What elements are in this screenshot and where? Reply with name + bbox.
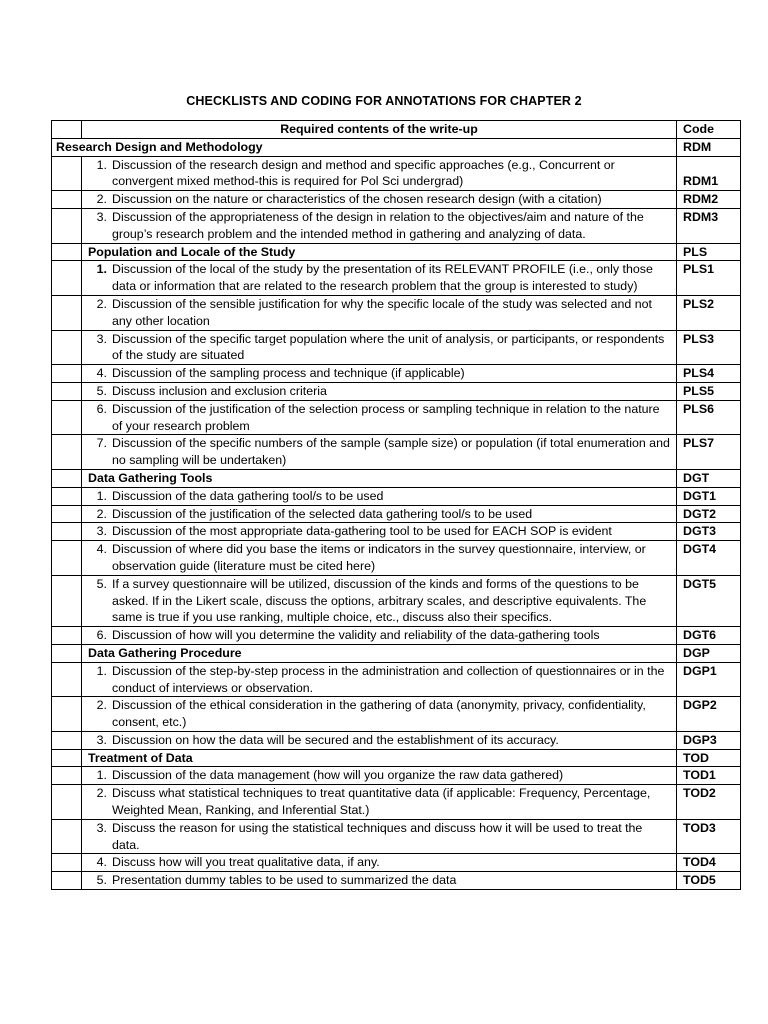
item-code: PLS7	[677, 435, 741, 470]
item-text: Discussion of where did you base the items or indicators in the survey questionnaire, interview, or observation guide (literature must be cited here)	[112, 542, 646, 573]
item-code: RDM1	[677, 156, 741, 191]
item-cell	[82, 330, 677, 365]
item-code: DGP3	[677, 731, 741, 749]
item-text: Discuss the reason for using the statistical techniques and discuss how it will be used to treat the data.	[112, 820, 643, 852]
table-row	[52, 575, 741, 626]
table-row	[52, 785, 741, 820]
item-code: PLS5	[677, 382, 741, 400]
item-cell	[82, 575, 677, 626]
item-text: Discuss how will you treat qualitative data, if any.	[112, 855, 380, 870]
item-cell	[82, 854, 677, 872]
item-text: Discussion of the data management (how will you organize the raw data gathered)	[112, 768, 564, 783]
table-row	[52, 627, 741, 645]
item-text: Discussion of the local of the study by the presentation of its RELEVANT PROFILE (i.e., only those data or information that are related to the research problem that the group is interested to study)	[112, 262, 653, 294]
item-text: Discussion of the step-by-step process in the administration and collection of questionnaires or in the conduct of interviews or observation.	[112, 663, 665, 695]
blank-cell	[52, 435, 82, 470]
item-code: PLS1	[677, 261, 741, 296]
item-text: Discussion of the sensible justification for why the specific locale of the study was selected and not any other location	[112, 296, 652, 328]
table-row	[52, 523, 741, 541]
blank-cell	[52, 191, 82, 209]
item-cell	[82, 295, 677, 330]
page-title: CHECKLISTS AND CODING FOR ANNOTATIONS FOR CHAPTER 2	[186, 94, 582, 108]
item-number: 4.	[96, 855, 107, 870]
item-number: 3.	[96, 820, 107, 835]
table-row	[52, 208, 741, 243]
item-cell	[82, 697, 677, 732]
item-number: 3.	[96, 524, 107, 539]
item-code: DGT4	[677, 541, 741, 576]
table-row	[52, 261, 741, 296]
section-title: Population and Locale of the Study	[82, 243, 677, 261]
item-text: Discussion of the justification of the selection process or sampling technique in relation to the nature of your research problem	[112, 401, 660, 433]
section-title: Research Design and Methodology	[52, 138, 677, 156]
item-text: Discussion of the justification of the selected data gathering tool/s to be used	[112, 506, 533, 521]
item-code: DGT2	[677, 505, 741, 523]
blank-cell	[52, 365, 82, 383]
table-row	[52, 505, 741, 523]
blank-cell	[52, 382, 82, 400]
blank-cell	[52, 541, 82, 576]
item-number: 1.	[96, 262, 107, 277]
item-text: Discuss inclusion and exclusion criteria	[112, 383, 327, 398]
blank-cell	[52, 731, 82, 749]
item-number: 4.	[96, 542, 107, 557]
blank-cell	[52, 487, 82, 505]
table-row	[52, 731, 741, 749]
item-code: PLS6	[677, 400, 741, 435]
item-number: 5.	[96, 873, 107, 888]
item-cell	[82, 505, 677, 523]
item-text: Discussion of the sampling process and technique (if applicable)	[112, 366, 465, 381]
blank-cell	[52, 749, 82, 767]
item-number: 4.	[96, 366, 107, 381]
blank-cell	[52, 156, 82, 191]
blank-cell	[52, 644, 82, 662]
item-cell	[82, 731, 677, 749]
item-code: TOD4	[677, 854, 741, 872]
item-code: RDM3	[677, 208, 741, 243]
item-text: Discuss what statistical techniques to treat quantitative data (if applicable: Frequency, Percentage, Weighted Mean, Ranking, and Inferential Stat.)	[112, 786, 651, 818]
item-code: PLS4	[677, 365, 741, 383]
table-row	[52, 400, 741, 435]
item-code: DGT1	[677, 487, 741, 505]
item-cell	[82, 435, 677, 470]
section-code: TOD	[677, 749, 741, 767]
table-row	[52, 662, 741, 697]
item-code: RDM2	[677, 191, 741, 209]
item-number: 1.	[96, 488, 107, 503]
item-number: 1.	[96, 663, 107, 678]
header-blank-cell	[52, 121, 82, 139]
item-code: TOD3	[677, 819, 741, 854]
item-cell	[82, 872, 677, 890]
item-number: 2.	[96, 296, 107, 311]
item-cell	[82, 191, 677, 209]
item-text: Discussion of the specific target population where the unit of analysis, or participants, or respondents of the study are situated	[112, 331, 665, 363]
item-cell	[82, 523, 677, 541]
item-cell	[82, 785, 677, 820]
blank-cell	[52, 469, 82, 487]
table-row	[52, 365, 741, 383]
table-header-row	[52, 121, 741, 139]
table-row	[52, 854, 741, 872]
table-row	[52, 156, 741, 191]
blank-cell	[52, 261, 82, 296]
section-row	[52, 644, 741, 662]
blank-cell	[52, 523, 82, 541]
item-text: Discussion of how will you determine the validity and reliability of the data-gathering tools	[112, 628, 600, 643]
item-number: 6.	[96, 401, 107, 416]
item-cell	[82, 662, 677, 697]
table-row	[52, 295, 741, 330]
section-row	[52, 749, 741, 767]
blank-cell	[52, 697, 82, 732]
table-row	[52, 487, 741, 505]
item-cell	[82, 156, 677, 191]
blank-cell	[52, 767, 82, 785]
header-code: Code	[677, 121, 741, 139]
section-code: DGP	[677, 644, 741, 662]
item-number: 3.	[96, 331, 107, 346]
blank-cell	[52, 854, 82, 872]
table-row	[52, 435, 741, 470]
item-code: DGT3	[677, 523, 741, 541]
item-number: 5.	[96, 383, 107, 398]
header-contents: Required contents of the write-up	[82, 121, 677, 139]
blank-cell	[52, 295, 82, 330]
item-number: 7.	[96, 436, 107, 451]
item-number: 3.	[96, 209, 107, 224]
section-title: Data Gathering Tools	[82, 469, 677, 487]
item-text: Discussion of the research design and method and specific approaches (e.g., Concurrent or convergent mixed method-this is required for Pol Sci undergrad)	[112, 157, 615, 189]
item-text: If a survey questionnaire will be utilized, discussion of the kinds and forms of the questions to be asked. If in the Likert scale, discuss the options, arbitrary scales, and descriptive equivalents. The same is true if you use ranking, multiple choice, etc., discuss also their specifics.	[112, 576, 647, 625]
item-text: Discussion of the data gathering tool/s to be used	[112, 488, 384, 503]
item-cell	[82, 541, 677, 576]
blank-cell	[52, 785, 82, 820]
blank-cell	[52, 400, 82, 435]
checklist-table	[51, 120, 741, 890]
item-code: TOD1	[677, 767, 741, 785]
blank-cell	[52, 819, 82, 854]
item-text: Discussion of the appropriateness of the design in relation to the objectives/aim and nature of the group’s research problem and the intended method in gathering and analyzing of data.	[112, 209, 644, 241]
item-code: PLS3	[677, 330, 741, 365]
item-number: 2.	[96, 192, 107, 207]
item-cell	[82, 382, 677, 400]
table-row	[52, 767, 741, 785]
item-cell	[82, 767, 677, 785]
item-cell	[82, 627, 677, 645]
item-number: 1.	[96, 157, 107, 172]
blank-cell	[52, 662, 82, 697]
item-cell	[82, 208, 677, 243]
item-cell	[82, 365, 677, 383]
item-cell	[82, 819, 677, 854]
item-number: 2.	[96, 698, 107, 713]
item-cell	[82, 487, 677, 505]
table-row	[52, 697, 741, 732]
checklist-table-body	[52, 121, 741, 890]
item-text: Discussion of the ethical consideration in the gathering of data (anonymity, privacy, confidentiality, consent, etc.)	[112, 698, 646, 730]
blank-cell	[52, 330, 82, 365]
item-number: 1.	[96, 768, 107, 783]
item-number: 2.	[96, 506, 107, 521]
blank-cell	[52, 872, 82, 890]
item-code: DGT5	[677, 575, 741, 626]
item-text: Discussion on the nature or characteristics of the chosen research design (with a citation)	[112, 192, 602, 207]
item-cell	[82, 261, 677, 296]
table-row	[52, 330, 741, 365]
section-title: Data Gathering Procedure	[82, 644, 677, 662]
table-row	[52, 819, 741, 854]
item-code: DGT6	[677, 627, 741, 645]
section-row	[52, 469, 741, 487]
item-number: 5.	[96, 576, 107, 591]
item-code: DGP1	[677, 662, 741, 697]
blank-cell	[52, 208, 82, 243]
section-code: DGT	[677, 469, 741, 487]
item-code: DGP2	[677, 697, 741, 732]
item-text: Discussion of the most appropriate data-gathering tool to be used for EACH SOP is evident	[112, 524, 612, 539]
blank-cell	[52, 627, 82, 645]
table-row	[52, 872, 741, 890]
item-code: TOD2	[677, 785, 741, 820]
blank-cell	[52, 575, 82, 626]
table-row	[52, 191, 741, 209]
section-code: RDM	[677, 138, 741, 156]
table-row	[52, 541, 741, 576]
section-code: PLS	[677, 243, 741, 261]
section-title: Treatment of Data	[82, 749, 677, 767]
item-text: Presentation dummy tables to be used to summarized the data	[112, 873, 457, 888]
item-number: 3.	[96, 732, 107, 747]
item-code: TOD5	[677, 872, 741, 890]
blank-cell	[52, 505, 82, 523]
blank-cell	[52, 243, 82, 261]
section-row	[52, 138, 741, 156]
item-text: Discussion of the specific numbers of the sample (sample size) or population (if total enumeration and no sampling will be undertaken)	[112, 436, 670, 468]
item-number: 6.	[96, 628, 107, 643]
item-text: Discussion on how the data will be secured and the establishment of its accuracy.	[112, 732, 559, 747]
item-code: PLS2	[677, 295, 741, 330]
item-cell	[82, 400, 677, 435]
table-row	[52, 382, 741, 400]
item-number: 2.	[96, 786, 107, 801]
section-row	[52, 243, 741, 261]
